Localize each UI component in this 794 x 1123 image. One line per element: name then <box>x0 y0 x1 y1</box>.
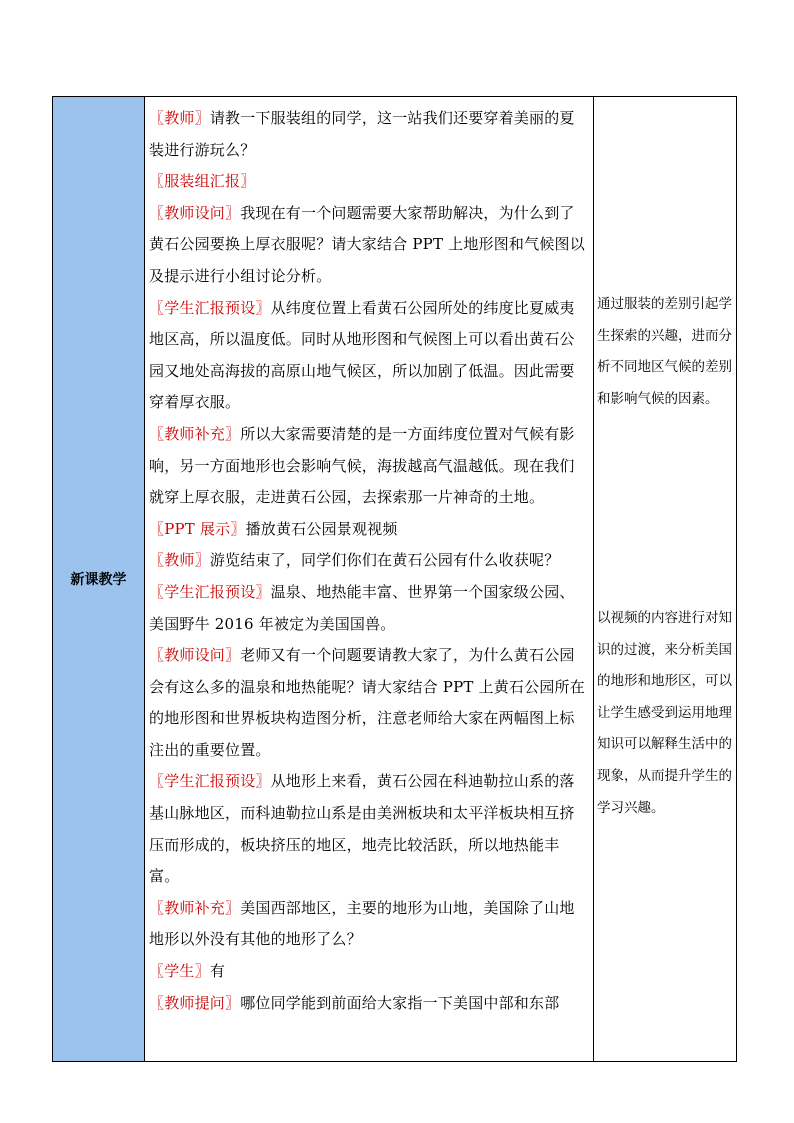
lesson-table <box>52 96 737 1062</box>
paragraph-text: 游览结束了，同学们你们在黄石公园有什么收获呢？ <box>209 551 560 570</box>
speaker-tag: 〖学生汇报预设〗 <box>149 772 271 791</box>
design-note: 以视频的内容进行对知识的过渡，来分析美国的地形和地形区，可以让学生感受到运用地理知识可以解释生活中的现象，从而提升学生的学习兴趣。 <box>597 610 732 816</box>
paragraph-text: 所以大家需要清楚的是一方面纬度位置对气候有影响，另一方面地形也会影响气候，海拔越高气温越低。现在我们就穿上厚衣服，走进黄石公园，去探索那一片神奇的土地。 <box>149 424 575 507</box>
paragraph-text: 从地形上来看，黄石公园在科迪勒拉山系的落基山脉地区，而科迪勒拉山系是由美洲板块和太平洋板块相互挤压而形成的，板块挤压的地区，地壳比较活跃，所以地热能丰富。 <box>149 772 575 886</box>
speaker-tag: 〖教师〗 <box>149 109 210 127</box>
paragraph <box>149 514 589 546</box>
speaker-tag: 〖教师补充〗 <box>149 424 241 443</box>
paragraph <box>149 766 589 892</box>
speaker-tag: 〖服装组汇报〗 <box>149 172 256 191</box>
paragraph <box>149 198 589 293</box>
section-cell <box>53 97 145 1061</box>
paragraph <box>149 293 589 419</box>
paragraph-text: 美国西部地区，主要的地形为山地，美国除了山地地形以外没有其他的地形了么？ <box>149 898 575 949</box>
paragraph <box>149 893 589 956</box>
paragraph <box>149 577 589 640</box>
paragraph-text: 播放黄石公园景观视频 <box>245 519 398 538</box>
paragraph <box>149 419 589 514</box>
speaker-tag: 〖教师设问〗 <box>149 203 241 222</box>
teaching-process-cell <box>145 97 594 1061</box>
paragraph <box>149 545 589 577</box>
speaker-tag: 〖学生汇报预设〗 <box>149 298 271 317</box>
paragraph-text: 从纬度位置上看黄石公园所处的纬度比夏威夷地区高，所以温度低。同时从地形图和气候图上可以看出黄石公园又地处高海拔的高原山地气候区，所以加剧了低温。因此需要穿着厚衣服。 <box>149 298 575 412</box>
speaker-tag: 〖学生汇报预设〗 <box>149 582 271 601</box>
paragraph-text: 我现在有一个问题需要大家帮助解决，为什么到了黄石公园要换上厚衣服呢？请大家结合 PPT 上地形图和气候图以及提示进行小组讨论分析。 <box>149 203 585 285</box>
paragraph-text: 哪位同学能到前面给大家指一下美国中部和东部 <box>240 993 560 1012</box>
paragraph-text: 温泉、地热能丰富、世界第一个国家级公园、美国野牛 2016 年被定为美国国兽。 <box>149 582 575 633</box>
section-label: 新课教学 <box>70 572 127 588</box>
speaker-tag: 〖PPT 展示〗 <box>149 519 246 538</box>
paragraph <box>149 103 589 166</box>
paragraph <box>149 640 589 766</box>
design-note: 通过服装的差别引起学生探索的兴趣，进而分析不同地区气候的差别和影响气候的因素。 <box>597 296 732 407</box>
speaker-tag: 〖教师〗 <box>149 551 210 570</box>
speaker-tag: 〖学生〗 <box>149 962 210 981</box>
paragraph-text: 有 <box>209 962 226 981</box>
speaker-tag: 〖教师补充〗 <box>149 898 241 917</box>
speaker-tag: 〖教师提问〗 <box>149 993 241 1012</box>
paragraph-text: 老师又有一个问题要请教大家了，为什么黄石公园会有这么多的温泉和地热能呢？请大家结合 PPT 上黄石公园所在的地形图和世界板块构造图分析，注意老师给大家在两幅图上标注出的重要位置。 <box>149 646 585 759</box>
paragraph <box>149 956 589 988</box>
speaker-tag: 〖教师设问〗 <box>149 646 241 665</box>
paragraph <box>149 166 589 198</box>
paragraph-text: 请教一下服装组的同学，这一站我们还要穿着美丽的夏装进行游玩么？ <box>149 109 575 159</box>
paragraph <box>149 988 589 1020</box>
design-intent-cell <box>594 97 736 1061</box>
